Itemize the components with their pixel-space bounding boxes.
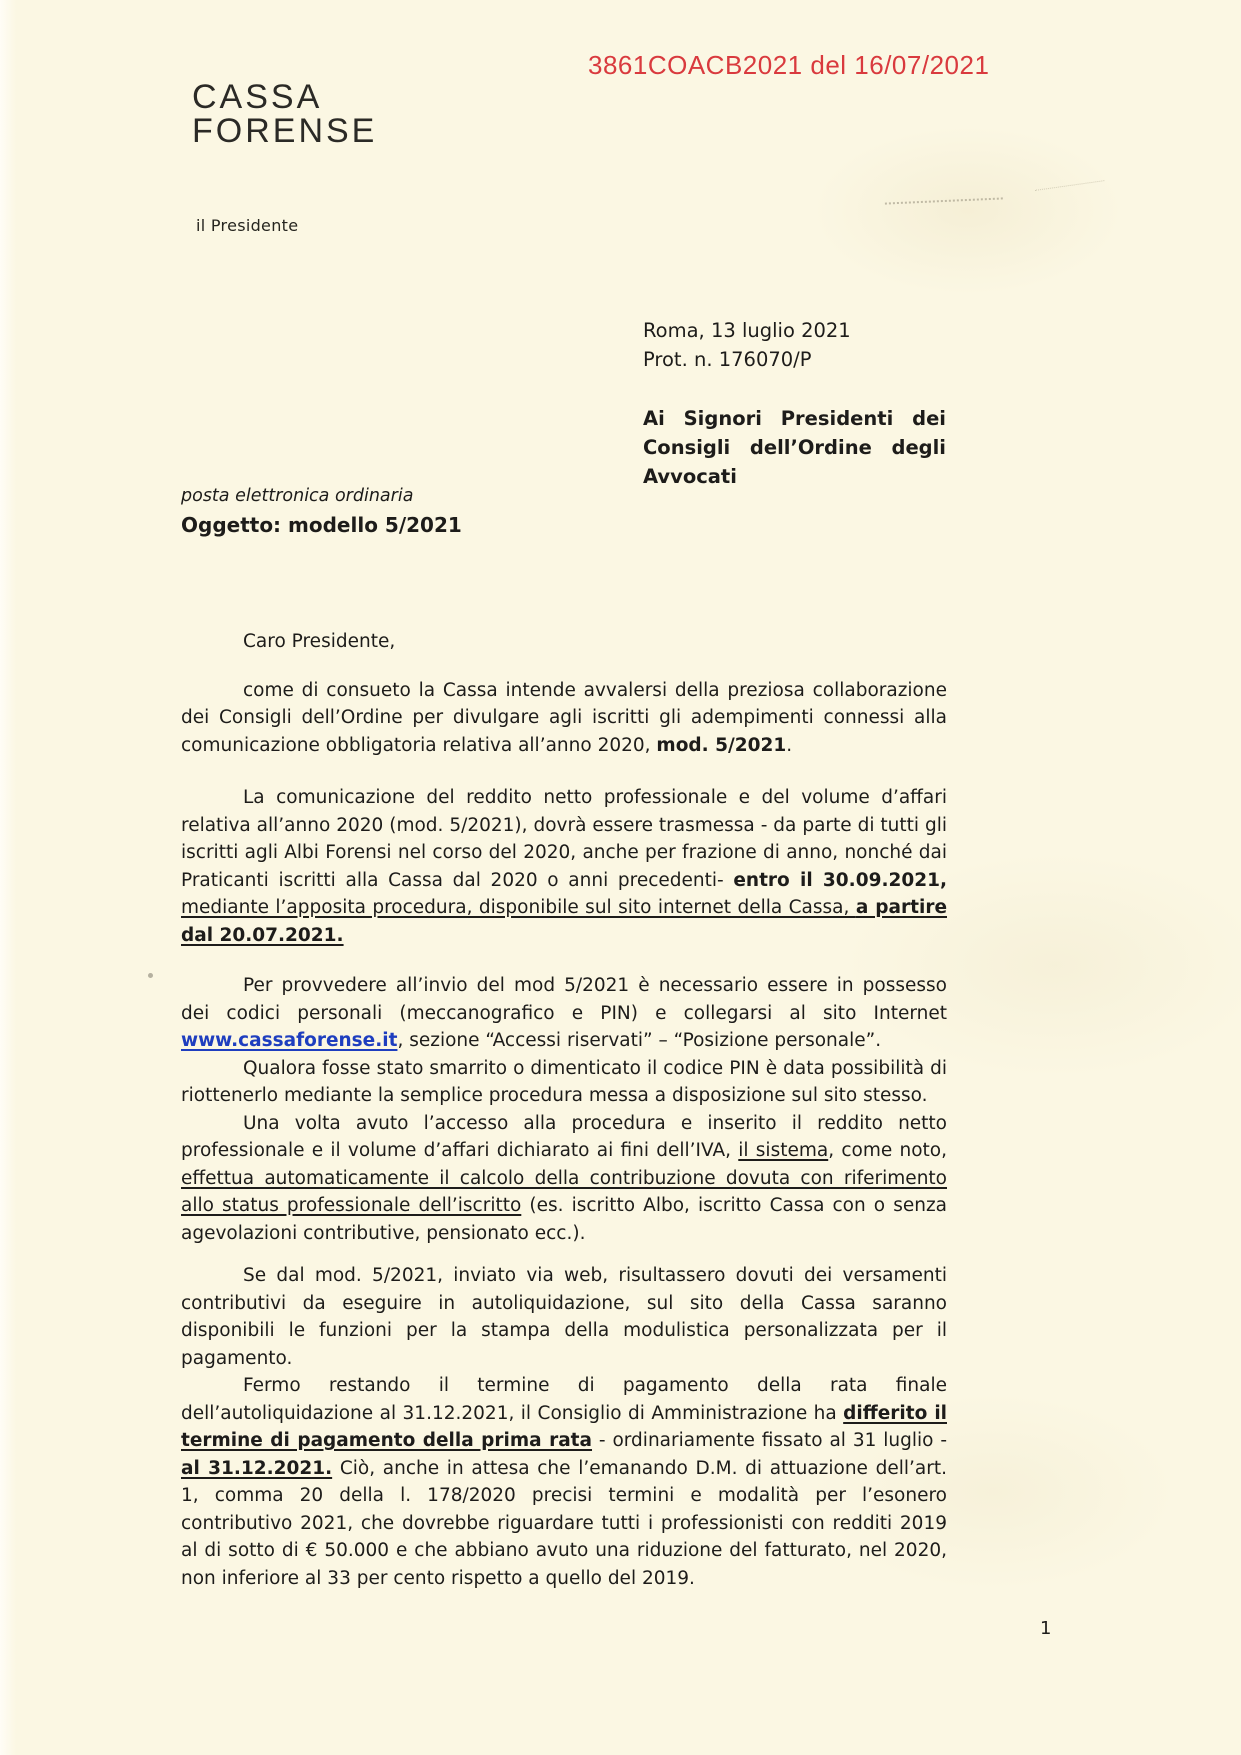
recipient-block: Ai Signori Presidenti dei Consigli dell’Ordine degli Avvocati	[643, 407, 946, 488]
body-paragraph-5	[181, 1110, 947, 1248]
text-run: Qualora fosse stato smarrito o dimenticato il codice PIN è data possibilità di riottenerlo mediante la semplice procedura messa a disposizione sul sito stesso.	[181, 1057, 947, 1106]
text-run: .	[786, 734, 793, 756]
protocol-stamp: 3861COACB2021 del 16/07/2021	[588, 50, 990, 80]
page-number: 1	[1040, 1618, 1052, 1639]
salutation: Caro Presidente,	[243, 631, 396, 652]
body-paragraph-1	[181, 677, 947, 760]
text-run: il sistema	[738, 1140, 829, 1161]
body-paragraph-3	[181, 972, 947, 1055]
date-block	[643, 316, 851, 374]
text-run: effettua automaticamente il calcolo della contribuzione dovuta con riferimento allo status professionale dell’iscritto	[181, 1167, 947, 1216]
logo-line-1: CASSA	[192, 78, 323, 116]
subject-line: Oggetto: modello 5/2021	[181, 513, 462, 537]
text-run: , come noto,	[828, 1140, 947, 1161]
scan-artifact-pencil-mark	[1035, 180, 1105, 196]
text-run: - ordinariamente fissato al 31 luglio -	[592, 1430, 948, 1451]
text-run: Una volta avuto l’accesso alla procedura e inserito il reddito netto professionale e il volume d’affari dichiarato ai fini dell’IVA,	[181, 1112, 947, 1161]
body-paragraph-4	[181, 1055, 947, 1110]
text-run: Ciò, anche in attesa che l’emanando D.M. di attuazione dell’art. 1, comma 20 della l. 178/2020 precisi termini e modalità per l’esonero contributivo 2021, che dovrebbe riguardare tutti i professionisti con redditi 2019 al di sotto di € 50.000 e che abbiano avuto una riduzione del fatturato, nel 2020, non inferiore al 33 per cento rispetto a quello del 2019.	[181, 1457, 947, 1589]
text-run: differito il termine di pagamento della prima rata	[181, 1402, 947, 1451]
body-paragraph-7	[181, 1372, 947, 1592]
text-run: (es. iscritto Albo, iscritto Cassa con o senza agevolazioni contributive, pensionato ecc.).	[181, 1195, 947, 1244]
body-paragraph-6	[181, 1262, 947, 1372]
text-run: al 31.12.2021.	[181, 1457, 333, 1479]
text-run: , sezione “Accessi riservati” – “Posizione personale”.	[397, 1030, 882, 1051]
website-link[interactable]: www.cassaforense.it	[181, 1030, 398, 1051]
letter-body	[181, 628, 947, 1592]
scan-artifact-dot	[148, 973, 153, 978]
text-run: mediante l’apposita procedura, disponibile sul sito internet della Cassa,	[181, 897, 856, 918]
text-run: entro il 30.09.2021,	[733, 869, 947, 891]
text-run: a partire dal 20.07.2021.	[181, 897, 947, 946]
cassa-forense-logo	[192, 80, 377, 148]
sender-role-label: il Presidente	[196, 216, 299, 235]
place-date-line: Roma, 13 luglio 2021	[643, 319, 851, 342]
scan-artifact-pencil-mark	[885, 197, 1003, 210]
body-paragraph-2	[181, 784, 947, 949]
text-run: Se dal mod. 5/2021, inviato via web, risultassero dovuti dei versamenti contributivi da eseguire in autoliquidazione, sul sito della Cassa saranno disponibili le funzioni per la stampa della modulistica personalizzata per il pagamento.	[181, 1265, 947, 1369]
logo-line-2: FORENSE	[192, 112, 378, 150]
text-run: La comunicazione del reddito netto professionale e del volume d’affari relativa all’anno 2020 (mod. 5/2021), dovrà essere trasmessa - da parte di tutti gli iscritti agli Albi Forensi nel corso del 2020, anche per frazione di anno, nonché dai Praticanti iscritti alla Cassa dal 2020 o anni precedenti-	[181, 787, 947, 891]
text-run: come di consueto la Cassa intende avvalersi della preziosa collaborazione dei Consigli dell’Ordine per divulgare agli iscritti gli adempimenti connessi alla comunicazione obbligatoria relativa all’anno 2020,	[181, 679, 947, 756]
delivery-method-label: posta elettronica ordinaria	[181, 486, 414, 506]
text-run: Per provvedere all’invio del mod 5/2021 è necessario essere in possesso dei codici personali (meccanografico e PIN) e collegarsi al sito Internet	[181, 975, 947, 1024]
text-run: mod. 5/2021	[656, 734, 787, 756]
text-run: Fermo restando il termine di pagamento della rata finale dell’autoliquidazione al 31.12.2021, il Consiglio di Amministrazione ha	[181, 1375, 947, 1424]
protocol-number-line: Prot. n. 176070/P	[643, 348, 812, 371]
